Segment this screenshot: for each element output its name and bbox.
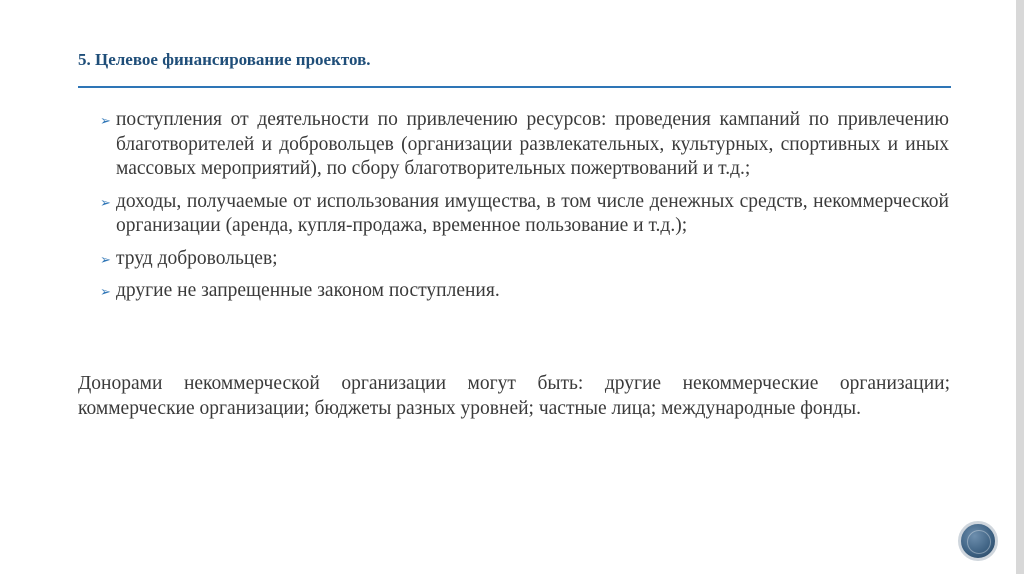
bullet-list: [97, 108, 949, 312]
list-item: [97, 190, 949, 239]
arrow-bullet-icon: ➢: [100, 251, 111, 267]
title-divider: [78, 86, 951, 88]
list-item-text: доходы, получаемые от использования имущества, в том числе денежных средств, некоммерческой организации (аренда, купля-продажа, временное пользование и т.д.);: [116, 190, 949, 236]
list-item: [97, 279, 949, 304]
list-item: [97, 247, 949, 272]
slide-edge: [1016, 0, 1024, 574]
list-item-text: труд добровольцев;: [116, 247, 278, 269]
slide-title: 5. Целевое финансирование проектов.: [78, 50, 371, 69]
list-item-text: поступления от деятельности по привлечению ресурсов: проведения кампаний по привлечению благотворителей и добровольцев (организации развлекательных, культурных, спортивных и иных массовых мероприятий), по сбору благотворительных пожертвований и т.д.;: [116, 109, 949, 179]
list-item-text: другие не запрещенные законом поступления.: [116, 280, 500, 301]
donors-paragraph: Донорами некоммерческой организации могут быть: другие некоммерческие организации; коммерческие организации; бюджеты разных уровней; частные лица; международные фонды.: [78, 373, 950, 419]
arrow-bullet-icon: ➢: [100, 113, 111, 128]
slide-logo-icon: [958, 521, 998, 561]
arrow-bullet-icon: ➢: [100, 194, 111, 210]
list-item: [97, 108, 949, 182]
arrow-bullet-icon: ➢: [100, 284, 111, 299]
